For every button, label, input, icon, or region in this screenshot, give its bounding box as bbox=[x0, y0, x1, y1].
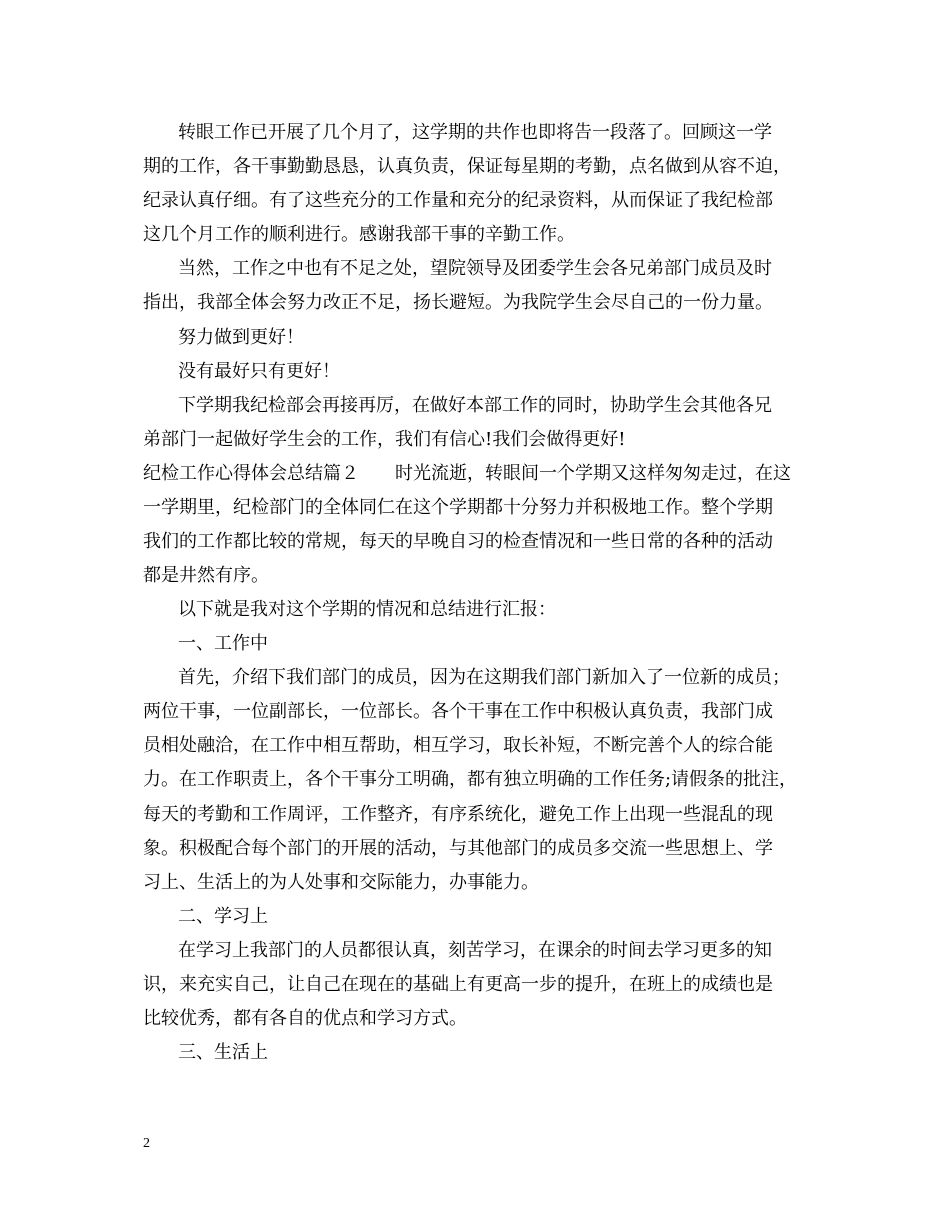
section-heading: 二、学习上 bbox=[178, 906, 268, 927]
text-line: 没有最好只有更好！ bbox=[178, 361, 340, 382]
text-line: 在学习上我部门的人员都很认真，刻苦学习，在课余的时间去学习更多的知 bbox=[178, 940, 772, 961]
text-line: 努力做到更好！ bbox=[178, 327, 304, 348]
text-line: 力。在工作职责上，各个干事分工明确，都有独立明确的工作任务;请假条的批注， bbox=[143, 769, 798, 790]
text-line: 纪录认真仔细。有了这些充分的工作量和充分的纪录资料，从而保证了我纪检部 bbox=[143, 190, 773, 211]
text-line: 员相处融洽，在工作中相互帮助，相互学习，取长补短，不断完善个人的综合能 bbox=[143, 735, 773, 756]
text-line: 每天的考勤和工作周评，工作整齐，有序系统化，避免工作上出现一些混乱的现 bbox=[143, 804, 773, 825]
text-line: 弟部门一起做好学生会的工作，我们有信心!我们会做得更好! bbox=[143, 429, 626, 450]
text-line: 下学期我纪检部会再接再厉，在做好本部工作的同时，协助学生会其他各兄 bbox=[178, 395, 772, 416]
section-heading: 一、工作中 bbox=[178, 633, 268, 654]
page-number: 2 bbox=[143, 1136, 150, 1151]
text-line: 我们的工作都比较的常规，每天的早晚自习的检查情况和一些日常的各种的活动 bbox=[143, 531, 773, 552]
text-line: 一学期里，纪检部门的全体同仁在这个学期都十分努力并积极地工作。整个学期 bbox=[143, 497, 773, 518]
text-line: 比较优秀，都有各自的优点和学习方式。 bbox=[143, 1008, 467, 1029]
text-line: 识，来充实自己，让自己在现在的基础上有更高一步的提升，在班上的成绩也是 bbox=[143, 974, 773, 995]
text-line: 纪检工作心得体会总结篇２ 时光流逝，转眼间一个学期又这样匆匆走过，在这 bbox=[143, 463, 791, 484]
text-line: 期的工作，各干事勤勤恳恳，认真负责，保证每星期的考勤，点名做到从容不迫， bbox=[143, 156, 791, 177]
text-line: 指出，我部全体会努力改正不足，扬长避短。为我院学生会尽自己的一份力量。 bbox=[143, 292, 773, 313]
text-line: 以下就是我对这个学期的情况和总结进行汇报： bbox=[178, 599, 556, 620]
text-line: 两位干事，一位副部长，一位部长。各个干事在工作中积极认真负责，我部门成 bbox=[143, 701, 773, 722]
section-heading: 三、生活上 bbox=[178, 1042, 268, 1063]
text-line: 象。积极配合每个部门的开展的活动，与其他部门的成员多交流一些思想上、学 bbox=[143, 838, 773, 859]
text-line: 这几个月工作的顺利进行。感谢我部干事的辛勤工作。 bbox=[143, 224, 575, 245]
text-line: 首先，介绍下我们部门的成员，因为在这期我们部门新加入了一位新的成员； bbox=[178, 667, 790, 688]
text-line: 习上、生活上的为人处事和交际能力，办事能力。 bbox=[143, 872, 539, 893]
text-line: 当然，工作之中也有不足之处，望院领导及团委学生会各兄弟部门成员及时 bbox=[178, 258, 772, 279]
text-line: 转眼工作已开展了几个月了，这学期的共作也即将告一段落了。回顾这一学 bbox=[178, 122, 772, 143]
text-line: 都是井然有序。 bbox=[143, 565, 269, 586]
